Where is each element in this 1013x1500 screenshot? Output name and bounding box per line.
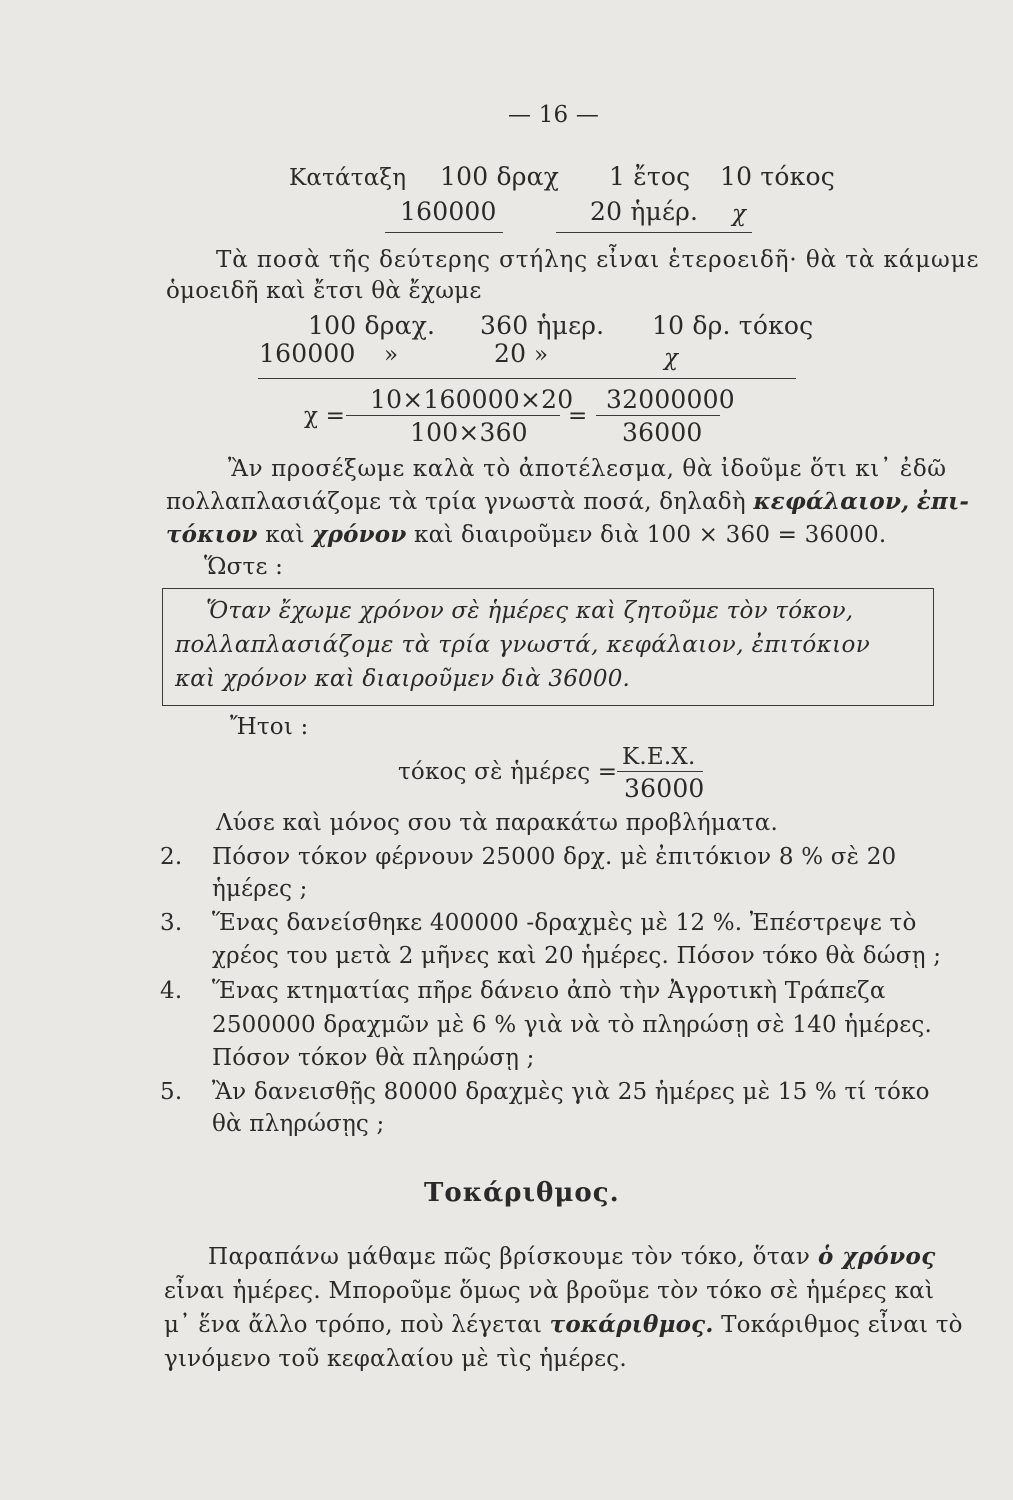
para2-line3-rest: καὶ διαιροῦμεν διὰ 100 × 360 = 36000. xyxy=(414,522,887,548)
para2-line3 xyxy=(166,520,886,550)
table2-interest: 10 δρ. τόκος xyxy=(652,311,814,340)
exercises-intro: Λύσε καὶ μόνος σου τὰ παρακάτω προβλήματα. xyxy=(216,810,778,836)
table2-capital2: 160000 xyxy=(259,339,356,368)
para2-line1: Ἂν προσέξωμε καλὰ τὸ ἀποτέλεσμα, θὰ ἰδοῦμε ὅτι κι᾽ ἐδῶ xyxy=(228,456,947,482)
table2-rule xyxy=(258,378,796,379)
para2-epi: ἐπι- xyxy=(916,488,970,515)
final-line1 xyxy=(208,1242,936,1272)
table1-interest: 10 τόκος xyxy=(720,162,835,191)
formula2-fraction-bar xyxy=(617,771,703,772)
table2-ditto2: » xyxy=(534,342,549,368)
final-line3-rest: Τοκάριθμος εἶναι τὸ xyxy=(721,1312,963,1338)
problem4-line2: 2500000 δραχμῶν μὲ 6 % γιὰ νὰ τὸ πληρώσῃ σὲ 140 ἡμέρες. xyxy=(212,1012,932,1038)
problem2-line2: ἡμέρες ; xyxy=(212,876,308,902)
final-line3 xyxy=(164,1310,963,1340)
final-line3-text: μ᾽ ἕνα ἄλλο τρόπο, ποὺ λέγεται xyxy=(164,1312,543,1338)
final-line1-text: Παραπάνω μάθαμε πῶς βρίσκουμε τὸν τόκο, ὅταν xyxy=(208,1244,811,1270)
table2-unknown: χ xyxy=(664,345,679,371)
problem5-line1: Ἂν δανεισθῇς 80000 δραχμὲς γιὰ 25 ἡμέρες μὲ 15 % τί τόκο xyxy=(212,1079,930,1105)
para2-kefalaion: κεφάλαιον, xyxy=(753,488,910,515)
para2-epitokion: τόκιον xyxy=(166,521,258,548)
box-line3: καὶ χρόνον καὶ διαιροῦμεν διὰ 36000. xyxy=(175,666,631,692)
formula1-numerator1: 10×160000×20 xyxy=(370,385,574,414)
problem4-line3: Πόσον τόκον θὰ πληρώσῃ ; xyxy=(212,1045,535,1071)
para1-line2: ὁμοειδῆ καὶ ἔτσι θὰ ἔχωμε xyxy=(166,278,482,304)
problem3-number: 3. xyxy=(160,910,183,936)
table1-label: Κατάταξη xyxy=(289,165,407,191)
table2-capital: 100 δραχ. xyxy=(308,311,436,340)
table1-time2: 20 ἡμέρ. xyxy=(590,197,699,226)
table1-rule-left xyxy=(385,232,503,233)
table2-time2: 20 xyxy=(494,339,527,368)
box-bottom-rule xyxy=(162,705,934,706)
table1-time: 1 ἔτος xyxy=(609,162,691,191)
formula2-lhs: τόκος σὲ ἡμέρες = xyxy=(398,759,618,785)
final-line4: γινόμενο τοῦ κεφαλαίου μὲ τὶς ἡμέρες. xyxy=(164,1346,627,1372)
box-top-rule xyxy=(162,588,934,589)
table1-rule-right xyxy=(556,232,752,233)
page-number: — 16 — xyxy=(508,102,600,128)
problem5-line2: θὰ πληρώσῃς ; xyxy=(212,1111,385,1137)
para2-line2-text: πολλαπλασιάζομε τὰ τρία γνωστὰ ποσά, δηλαδὴ xyxy=(166,489,746,515)
problem3-line2: χρέος του μετὰ 2 μῆνες καὶ 20 ἡμέρες. Πόσον τόκο θὰ δώσῃ ; xyxy=(212,943,942,969)
final-tokarithmos: τοκάριθμος. xyxy=(549,1311,714,1338)
para2-line4: Ὥστε : xyxy=(204,554,284,580)
formula1-lhs: χ = xyxy=(304,403,346,429)
box-right-rule xyxy=(933,588,934,706)
formula1-fraction-bar1 xyxy=(346,415,560,416)
problem4-number: 4. xyxy=(160,978,183,1004)
para2-line2 xyxy=(166,487,969,517)
problem2-line1: Πόσον τόκον φέρνουν 25000 δρχ. μὲ ἐπιτόκιον 8 % σὲ 20 xyxy=(212,844,897,870)
box-line1: Ὅταν ἔχωμε χρόνον σὲ ἡμέρες καὶ ζητοῦμε τὸν τόκον, xyxy=(206,598,854,624)
problem5-number: 5. xyxy=(160,1079,183,1105)
table2-ditto1: » xyxy=(384,342,399,368)
box-line2: πολλαπλασιάζομε τὰ τρία γνωστά, κεφάλαιον, ἐπιτόκιον xyxy=(175,632,871,658)
para1-line1: Τὰ ποσὰ τῆς δεύτερης στήλης εἶναι ἑτεροειδῆ· θὰ τὰ κάμωμε xyxy=(216,247,980,273)
formula1-numerator2: 32000000 xyxy=(606,385,735,414)
para2-kai: καὶ xyxy=(265,522,305,548)
itoi-label: Ἤτοι : xyxy=(230,714,309,740)
box-left-rule xyxy=(162,588,163,706)
formula1-denominator1: 100×360 xyxy=(410,418,528,447)
section-heading: Τοκάριθμος. xyxy=(424,1178,620,1208)
table1-unknown: χ xyxy=(732,201,747,227)
problem3-line1: Ἕνας δανείσθηκε 400000 -δραχμὲς μὲ 12 %. Ἐπέστρεψε τὸ xyxy=(212,910,917,936)
formula1-fraction-bar2 xyxy=(596,415,720,416)
formula2-denominator: 36000 xyxy=(624,774,705,803)
formula1-denominator2: 36000 xyxy=(622,418,703,447)
table1-capital: 100 δραχ xyxy=(440,162,560,191)
table1-capital2: 160000 xyxy=(400,197,497,226)
para2-chronon: χρόνον xyxy=(312,521,407,548)
table2-time: 360 ἡμερ. xyxy=(480,311,605,340)
problem2-number: 2. xyxy=(160,844,183,870)
formula1-equals: = xyxy=(568,403,588,429)
formula2-numerator: Κ.Ε.Χ. xyxy=(622,744,696,770)
final-line2: εἶναι ἡμέρες. Μποροῦμε ὅμως νὰ βροῦμε τὸν τόκο σὲ ἡμέρες καὶ xyxy=(164,1278,935,1304)
problem4-line1: Ἕνας κτηματίας πῆρε δάνειο ἀπὸ τὴν Ἀγροτικὴ Τράπεζα xyxy=(212,978,886,1004)
final-chronos: ὁ χρόνος xyxy=(818,1243,936,1270)
